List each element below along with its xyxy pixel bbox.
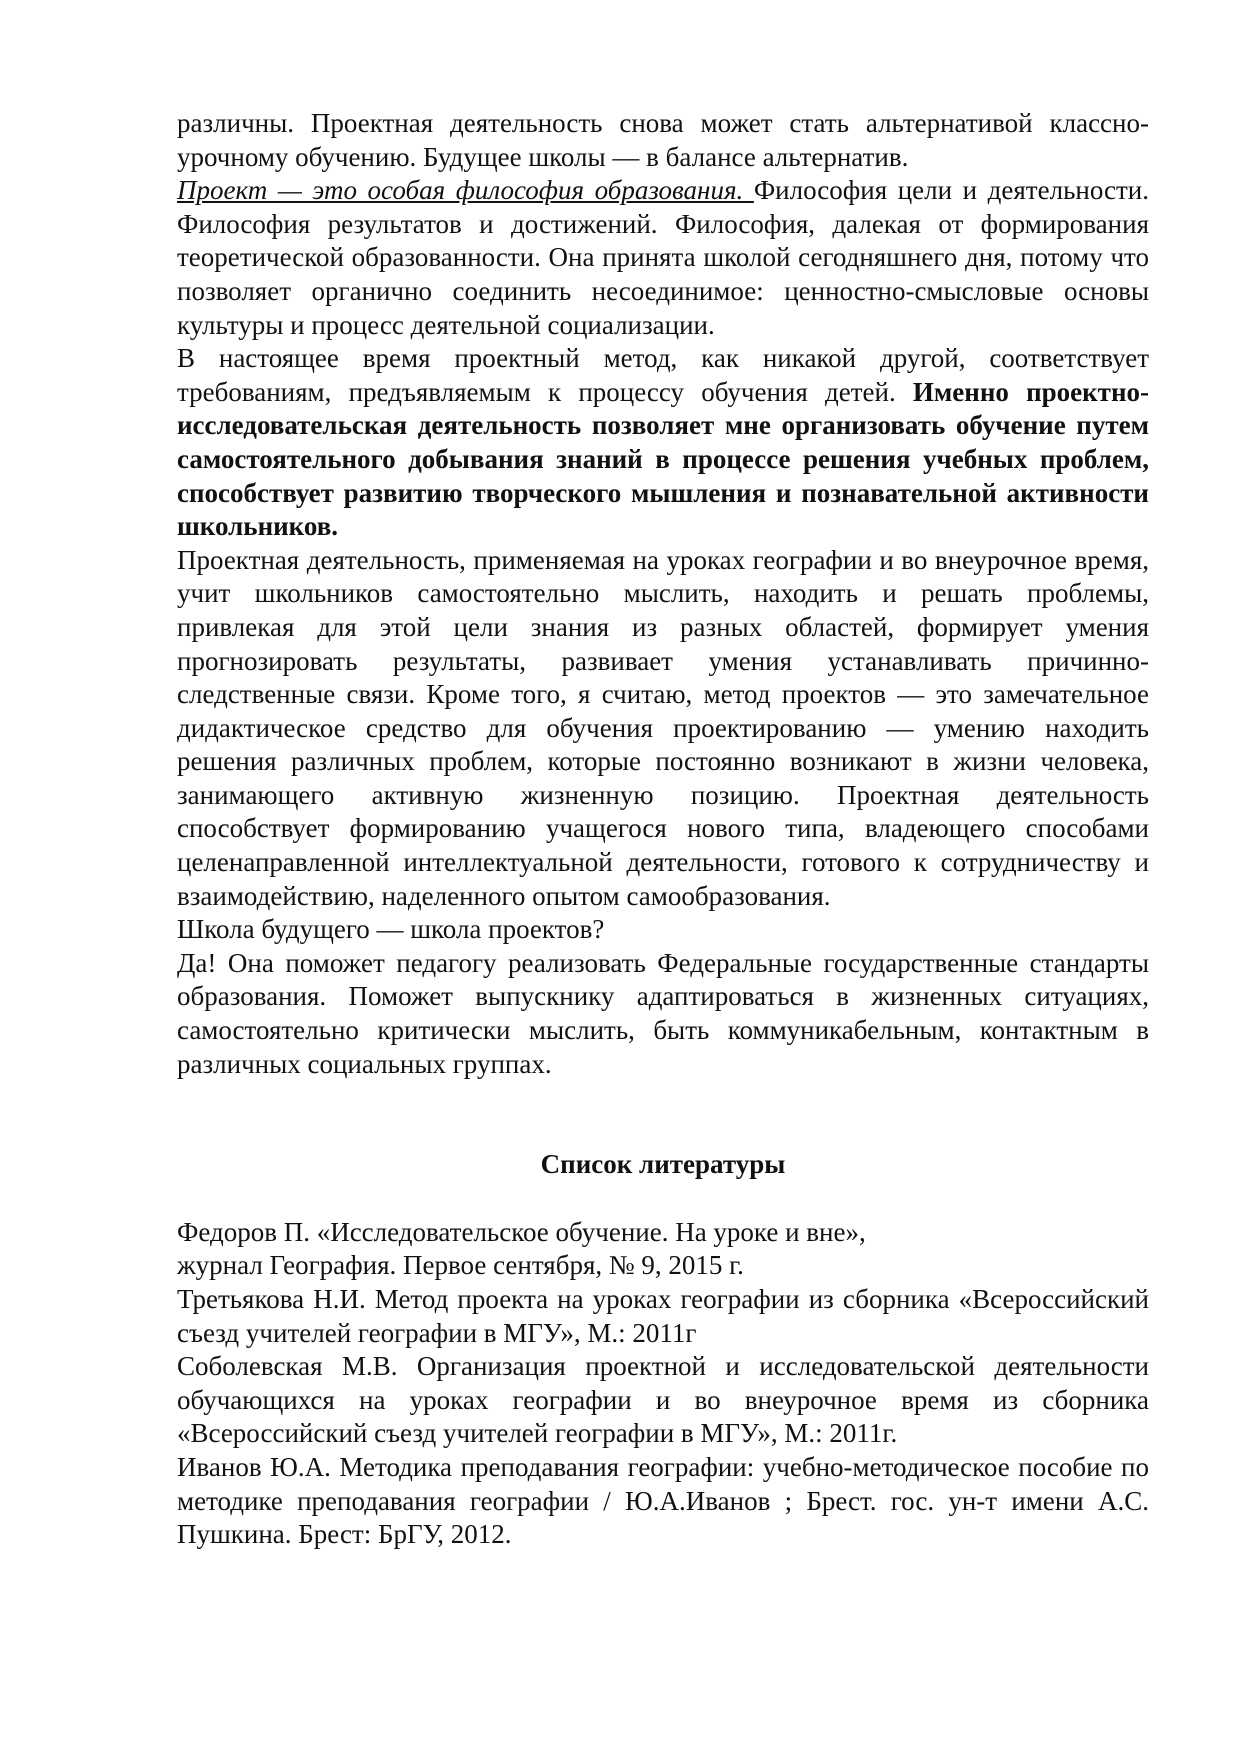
paragraph-alternatives: различны. Проектная деятельность снова может стать альтернативой классно-урочному обучению. Будущее школы — в балансе альтернатив. <box>177 108 1149 172</box>
reference-item <box>177 1216 1149 1283</box>
references-heading: Список литературы <box>540 1149 786 1180</box>
reference-item: Третьякова Н.И. Метод проекта на уроках географии из сборника «Всероссийский съезд учителей географии в МГУ», М.: 2011г <box>177 1284 1149 1348</box>
paragraph-project-philosophy <box>177 174 1149 342</box>
paragraph-geography-projects: Проектная деятельность, применяемая на уроках географии и во внеурочное время, учит школьников самостоятельно мыслить, находить и решать проблемы, привлекая для этой цели знания из разных областей, формирует умения прогнозировать результаты, развивает умения устанавливать причинно-следственные связи. Кроме того, я считаю, метод проектов — это замечательное дидактическое средство для обучения проектированию — умению находить решения различных проблем, которые постоянно возникают в жизни человека, занимающего активную жизненную позицию. Проектная деятельность способствует формированию учащегося нового типа, владеющего способами целенаправленной интеллектуальной деятельности, готового к сотрудничеству и взаимодействию, наделенного опытом самообразования. <box>177 544 1149 911</box>
paragraph-answer: Да! Она поможет педагогу реализовать Федеральные государственные стандарты образования. Поможет выпускнику адаптироваться в жизненных ситуациях, самостоятельно критически мыслить, быть коммуникабельным, контактным в различных социальных группах. <box>177 947 1149 1079</box>
reference-list <box>177 1216 1149 1552</box>
paragraph-project-method <box>177 342 1149 544</box>
reference-item: Соболевская М.В. Организация проектной и исследовательской деятельности обучающихся на уроках географии и во внеурочное время из сборника «Всероссийский съезд учителей географии в МГУ», М.: 2011г. <box>177 1351 1149 1449</box>
paragraph-project-philosophy-text: Философия цели и деятельности. Философия результатов и достижений. Философия, далекая от формирования теоретической образованности. Она принята школой сегодняшнего дня, потому что позволяет органично соединить несоединимое: ценностно-смысловые основы культуры и процесс деятельной социализации. <box>177 175 1149 340</box>
reference-item-line: журнал География. Первое сентября, № 9, 2015 г. <box>177 1250 744 1281</box>
section-gap <box>177 1081 1149 1148</box>
heading-gap <box>177 1182 1149 1216</box>
paragraph-question: Школа будущего — школа проектов? <box>177 914 605 945</box>
paragraph-project-method-text: В настоящее время проектный метод, как никакой другой, соответствует требованиям, предъявляемым к процессу обучения детей. <box>177 343 1149 407</box>
bold-statement: Именно проектно-исследовательская деятельность позволяет мне организовать обучение путем самостоятельного добывания знаний в процессе решения учебных проблем, способствует развитию творческого мышления и познавательной активности школьников. <box>177 376 1149 542</box>
reference-item-line: Федоров П. «Исследовательское обучение. На уроке и вне», <box>177 1216 866 1247</box>
emphasized-thesis: Проект — это особая философия образования. <box>177 175 754 206</box>
document-page <box>177 107 1149 1552</box>
reference-item: Иванов Ю.А. Методика преподавания географии: учебно-методическое пособие по методике преподавания географии / Ю.А.Иванов ; Брест. гос. ун-т имени А.С. Пушкина. Брест: БрГУ, 2012. <box>177 1451 1149 1550</box>
